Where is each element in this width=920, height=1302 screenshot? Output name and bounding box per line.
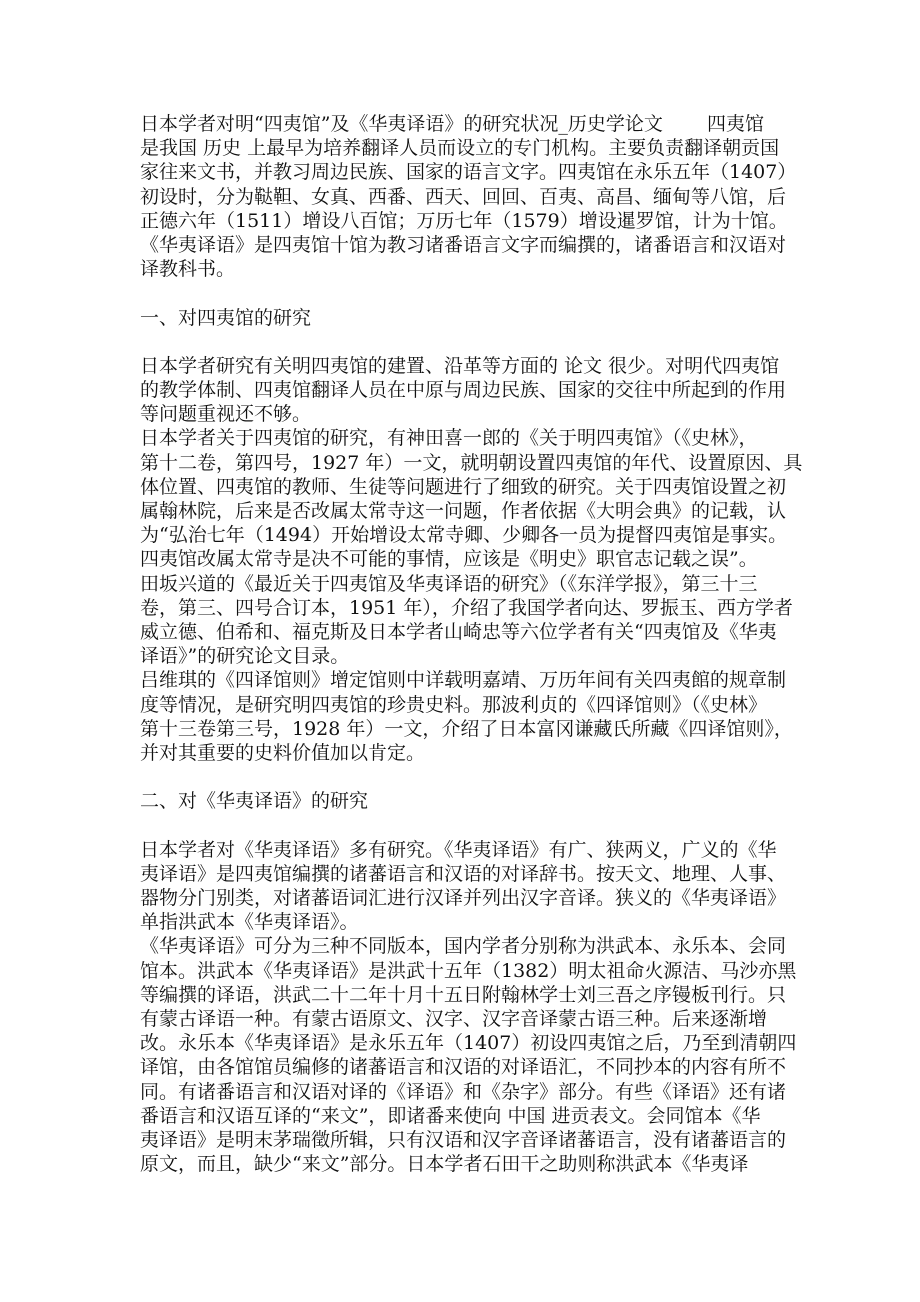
text-line: 等编撰的译语，洪武二十二年十月十五日附翰林学士刘三吾之序镘板刊行。只 (140, 983, 787, 1006)
text-line: 馆本。洪武本《华夷译语》是洪武十五年（1382）明太祖命火源洁、马沙亦黑 (140, 959, 797, 982)
text-line: 并对其重要的史料价值加以肯定。 (140, 741, 426, 764)
text-line: 正德六年（1511）增设八百馆；万历七年（1579）增设暹罗馆，计为十馆。 (140, 209, 788, 232)
text-line: 《华夷译语》可分为三种不同版本，国内学者分别称为洪武本、永乐本、会同 (140, 935, 787, 958)
text-line: 第十三卷第三号，1928 年）一文，介绍了日本富冈谦藏氏所藏《四译馆则》， (140, 717, 793, 740)
section-heading-2: 二、对《华夷译语》的研究 (140, 790, 369, 813)
text-line: 等问题重视还不够。 (140, 403, 312, 426)
text-line: 为“弘治七年（1494）开始增设太常寺卿、少卿各一员为提督四夷馆是事实。 (140, 524, 788, 547)
text-line: 译教科书。 (140, 258, 236, 281)
text-line: 《华夷译语》是四夷馆十馆为教习诸番语言文字而编撰的，诸番语言和汉语对 (140, 233, 787, 256)
text-line: 夷译语》是四夷馆编撰的诸蕃语言和汉语的对译辞书。按天文、地理、人事、 (140, 862, 787, 885)
text-line: 日本学者对明“四夷馆”及《华夷译语》的研究状况_历史学论文 四夷馆 (140, 113, 764, 135)
text-line: 卷，第三、四号合订本，1951 年），介绍了我国学者向达、罗振玉、西方学者 (140, 596, 793, 619)
text-line: 日本学者关于四夷馆的研究，有神田喜一郎的《关于明四夷馆》（《史林》， (140, 427, 758, 450)
text-line: 是我国 历史 上最早为培养翻译人员而设立的专门机构。主要负责翻译朝贡国 (140, 137, 780, 160)
section1-paragraph-2 (140, 426, 803, 571)
text-line: 原文，而且，缺少“来文”部分。日本学者石田干之助则称洪武本《华夷译 (140, 1153, 749, 1176)
intro-paragraph (140, 112, 800, 281)
section1-paragraph-3 (140, 572, 800, 669)
text-line: 家往来文书，并教习周边民族、国家的语言文字。四夷馆在永乐五年（1407） (140, 161, 797, 184)
text-line: 器物分门别类，对诸蕃语词汇进行汉译并列出汉字音译。狭义的《华夷译语》 (140, 887, 787, 909)
text-line: 威立德、伯希和、福克斯及日本学者山崎忠等六位学者有关“四夷馆及《华夷 (140, 620, 777, 643)
text-line: 吕维琪的《四译馆则》增定馆则中详载明嘉靖、万历年间有关四夷館的规章制 (140, 669, 787, 692)
text-line: 初设时，分为鞑靼、女真、西番、西天、回回、百夷、高昌、缅甸等八馆，后 (140, 185, 787, 208)
text-line: 夷译语》是明末茅瑞徵所辑，只有汉语和汉字音译诸蕃语言，没有诸蕃语言的 (140, 1128, 787, 1151)
section2-paragraph-1 (140, 838, 800, 935)
text-line: 译语》”的研究论文目录。 (140, 645, 350, 668)
document-page (140, 112, 803, 1176)
text-line: 译馆，由各馆馆员编修的诸蕃语言和汉语的对译语汇，不同抄本的内容有所不 (140, 1056, 787, 1079)
text-line: 单指洪武本《华夷译语》。 (140, 911, 359, 934)
section1-paragraph-4 (140, 668, 800, 765)
section-heading-1: 一、对四夷馆的研究 (140, 306, 312, 329)
text-line: 日本学者对《华夷译语》多有研究。《华夷译语》有广、狭两义，广义的《华 (140, 838, 777, 861)
section2-paragraph-2 (140, 934, 800, 1176)
text-line: 第十二卷，第四号，1927 年）一文，就明朝设置四夷馆的年代、设置原因、具 (140, 451, 803, 474)
text-line: 同。有诸番语言和汉语对译的《译语》和《杂字》部分。有些《译语》还有诸 (140, 1080, 787, 1103)
text-line: 有蒙古译语一种。有蒙古语原文、汉字、汉字音译蒙古语三种。后来逐渐增 (140, 1007, 768, 1030)
text-line: 的教学体制、四夷馆翻译人员在中原与周边民族、国家的交往中所起到的作用 (140, 379, 787, 402)
text-line: 田坂兴道的《最近关于四夷馆及华夷译语的研究》（《东洋学报》，第三十三 (140, 572, 758, 595)
text-line: 体位置、四夷馆的教师、生徒等问题进行了细致的研究。关于四夷馆设置之初 (140, 475, 787, 498)
section1-paragraph-1 (140, 354, 800, 427)
text-line: 四夷馆改属太常寺是决不可能的事情，应该是《明史》职官志记载之误”。 (140, 548, 758, 571)
text-line: 番语言和汉语互译的“来文”，即诸番来使向 中国 进贡表文。会同馆本《华 (140, 1104, 761, 1127)
text-line: 日本学者研究有关明四夷馆的建置、沿革等方面的 论文 很少。对明代四夷馆 (140, 354, 780, 377)
text-line: 度等情况，是研究明四夷馆的珍贵史料。那波利贞的《四译馆则》（《史林》 (140, 693, 768, 716)
text-line: 属翰林院，后来是否改属太常寺这一问题，作者依据《大明会典》的记载，认 (140, 500, 787, 522)
text-line: 改。永乐本《华夷译语》是永乐五年（1407）初设四夷馆之后，乃至到清朝四 (140, 1032, 797, 1055)
